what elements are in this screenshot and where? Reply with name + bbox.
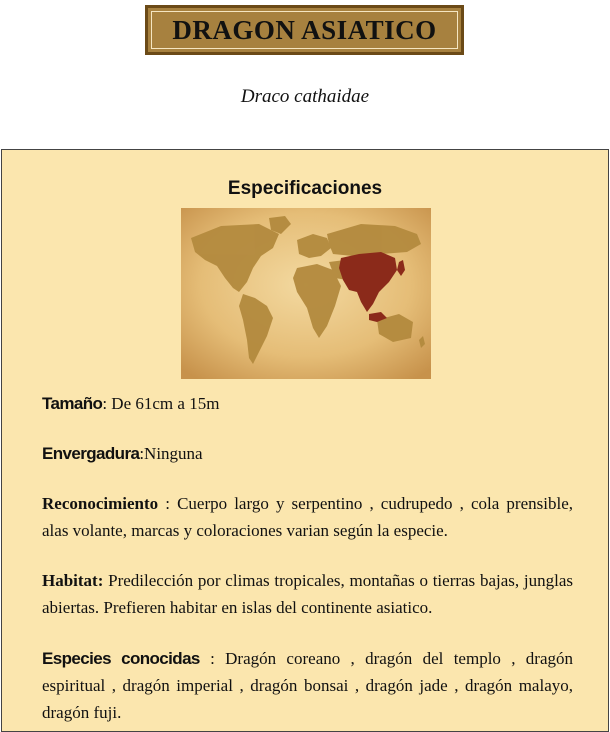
specifications-heading: Especificaciones — [227, 178, 383, 199]
species-row — [42, 645, 573, 726]
wingspan-row — [42, 440, 573, 467]
size-value: : De 61cm a 15m — [102, 394, 220, 413]
scientific-name: Draco cathaidae — [240, 86, 370, 107]
size-row — [42, 390, 573, 417]
habitat-label: Habitat: — [42, 571, 104, 590]
world-map-image — [181, 208, 431, 379]
habitat-value: Predilección por climas tropicales, montañas o tierras bajas, junglas abiertas. Prefieren habitar en islas del continente asiatico. — [42, 571, 573, 617]
wingspan-label: Envergadura — [42, 444, 140, 463]
title-banner — [145, 5, 464, 55]
recognition-value: : Cuerpo largo y serpentino , cudrupedo , cola prensible, alas volante, marcas y coloraciones varian según la especie. — [42, 494, 573, 540]
habitat-row — [42, 567, 573, 621]
page-title: DRAGON ASIATICO — [172, 14, 437, 45]
recognition-label: Reconocimiento — [42, 494, 159, 513]
wingspan-value: :Ninguna — [139, 444, 203, 463]
species-label: Especies conocidas — [42, 649, 200, 668]
specifications-panel — [1, 149, 609, 732]
size-label: Tamaño — [42, 394, 103, 413]
recognition-row — [42, 490, 573, 544]
species-value: : Dragón coreano , dragón del templo , dragón espiritual , dragón imperial , dragón bonsai , dragón jade , dragón malayo, dragón fuji. — [42, 649, 573, 722]
